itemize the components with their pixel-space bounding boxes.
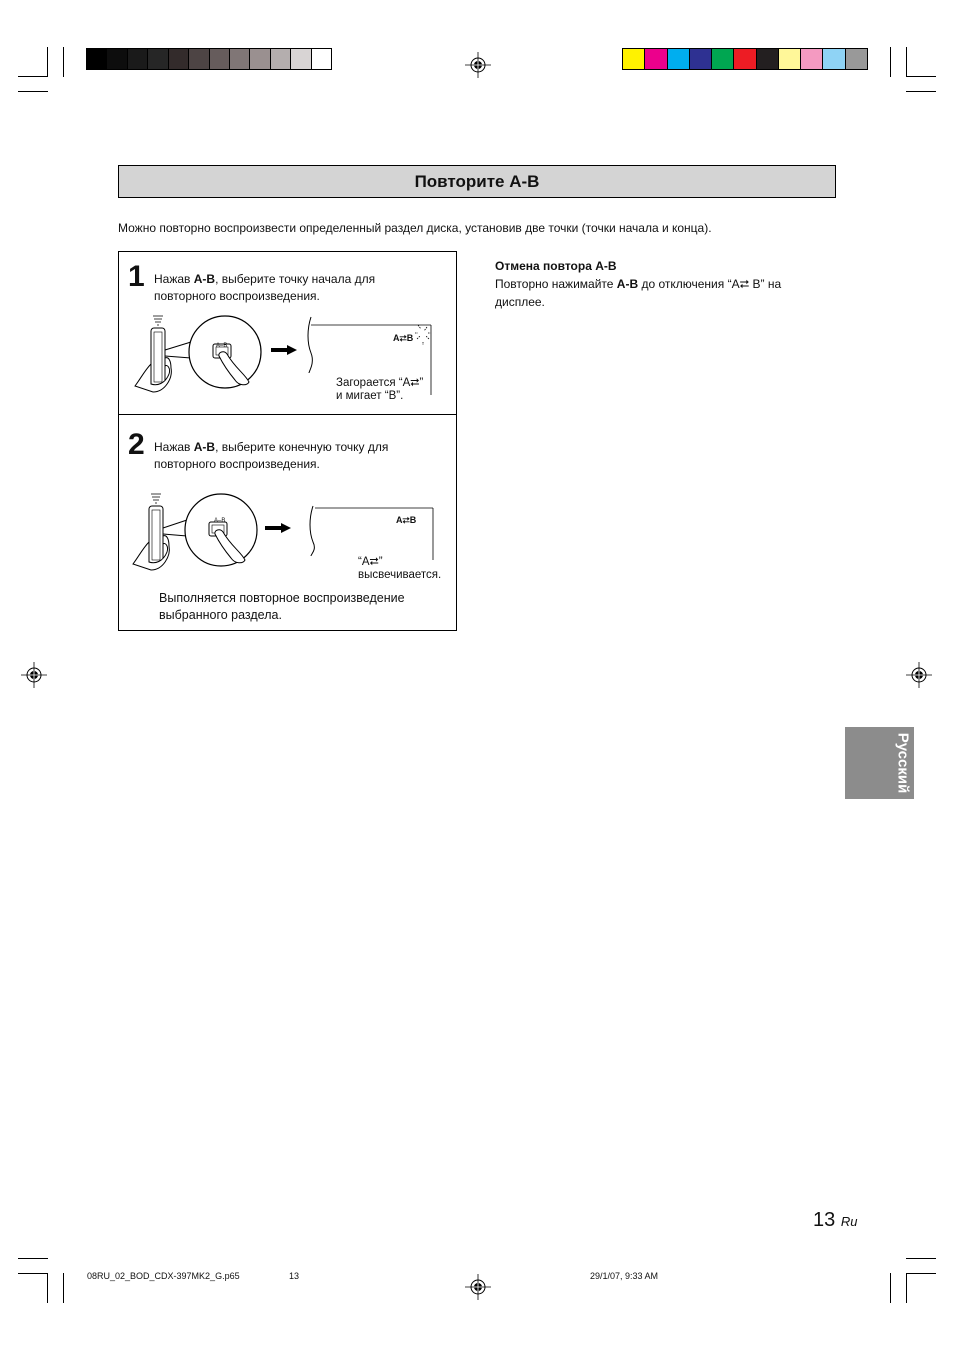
calibration-swatch <box>756 49 778 69</box>
step-2-caption: “A⮂” высвечивается. <box>358 556 442 581</box>
display-indicator: A⮂B <box>393 333 414 343</box>
intro-text: Можно повторно воспроизвести определенный раздел диска, установив две точки (точки начала и конца). <box>118 221 712 235</box>
calibration-swatch <box>778 49 800 69</box>
page-number: 13 Ru <box>813 1209 858 1231</box>
language-tab <box>845 727 914 799</box>
calibration-swatch <box>87 49 106 69</box>
section-title: Повторите А-В <box>118 165 836 198</box>
footer-date: 29/1/07, 9:33 AM <box>590 1271 659 1281</box>
registration-mark-icon <box>465 1274 491 1300</box>
remote-control-icon <box>131 312 281 397</box>
cancel-text: Повторно нажимайте А-В до отключения “A⮂ B” на дисплее. <box>495 277 782 309</box>
language-label: Русский <box>894 732 912 794</box>
step-2-text: Нажав А-В, выберите конечную точку для повторного воспроизведения. <box>154 440 389 471</box>
calibration-swatch <box>644 49 666 69</box>
step-2-result: Выполняется повторное воспроизведение выбранного раздела. <box>159 591 405 622</box>
step-1-caption: Загорается “A⮂” и мигает “B”. <box>336 377 424 402</box>
calibration-swatch <box>127 49 147 69</box>
cancel-heading: Отмена повтора А-В <box>495 259 617 273</box>
gray-calibration-bar <box>86 48 332 70</box>
footer-filename: 08RU_02_BOD_CDX-397MK2_G.p65 <box>87 1271 240 1281</box>
arrow-right-icon <box>271 345 297 355</box>
calibration-swatch <box>623 49 644 69</box>
calibration-swatch <box>822 49 844 69</box>
step-divider <box>119 414 456 415</box>
calibration-swatch <box>311 49 331 69</box>
calibration-swatch <box>188 49 208 69</box>
calibration-swatch <box>290 49 310 69</box>
step-1-number: 1 <box>128 260 145 293</box>
registration-mark-icon <box>21 662 47 688</box>
arrow-right-icon <box>265 523 291 533</box>
steps-box <box>118 251 457 631</box>
step-2-number: 2 <box>128 428 145 461</box>
color-calibration-bar <box>622 48 868 70</box>
calibration-swatch <box>845 49 867 69</box>
calibration-swatch <box>209 49 229 69</box>
calibration-swatch <box>270 49 290 69</box>
repeat-icon: ⮂ <box>739 277 750 291</box>
registration-mark-icon <box>465 52 491 78</box>
footer-page: 13 <box>289 1271 300 1281</box>
zoom-button-label: A–B <box>214 518 226 524</box>
calibration-swatch <box>229 49 249 69</box>
calibration-swatch <box>667 49 689 69</box>
zoom-button-label: A–B <box>216 343 228 349</box>
cancel-section <box>495 257 835 311</box>
repeat-icon: ⮂ <box>410 377 420 389</box>
repeat-icon: ⮂ <box>399 333 407 343</box>
display-indicator: A⮂B <box>396 515 417 525</box>
calibration-swatch <box>147 49 167 69</box>
display-panel-icon <box>307 504 437 560</box>
repeat-icon: ⮂ <box>369 556 379 568</box>
remote-control-icon <box>129 490 279 575</box>
calibration-swatch <box>800 49 822 69</box>
calibration-swatch <box>249 49 269 69</box>
calibration-swatch <box>689 49 711 69</box>
calibration-swatch <box>733 49 755 69</box>
registration-mark-icon <box>906 662 932 688</box>
calibration-swatch <box>168 49 188 69</box>
calibration-swatch <box>106 49 126 69</box>
repeat-icon: ⮂ <box>402 515 410 525</box>
calibration-swatch <box>711 49 733 69</box>
step-1-text: Нажав А-В, выберите точку начала для повторного воспроизведения. <box>154 272 376 303</box>
